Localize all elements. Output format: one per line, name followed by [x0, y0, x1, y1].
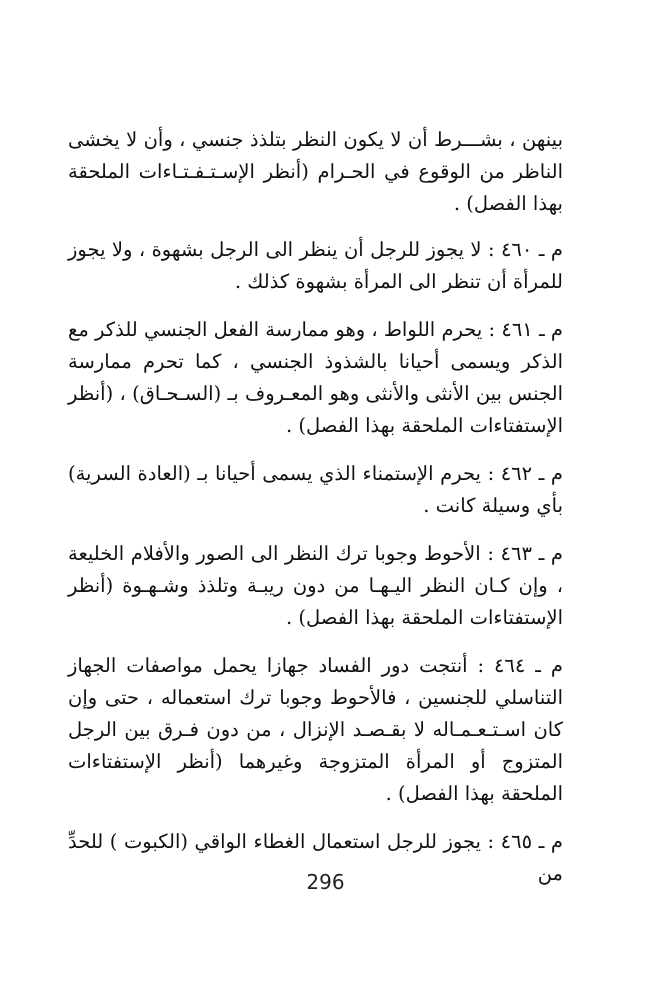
page-body: [68, 124, 563, 906]
ruling-460: [68, 234, 563, 298]
ruling-464: [68, 650, 563, 810]
ruling-text: يجوز للرجل استعمال الغطاء الواقي (الكبوت ) للحدِّ من: [68, 830, 563, 885]
ruling-number: م ـ ٤٦٢ :: [487, 462, 564, 485]
ruling-461: [68, 314, 563, 442]
ruling-number: م ـ ٤٦٥ :: [487, 830, 563, 853]
ruling-number: م ـ ٤٦١ :: [488, 318, 564, 341]
page-number: 296: [306, 870, 345, 894]
ruling-text: الأحوط وجوبا ترك النظر الى الصور والأفلام الخليعة ، وإن كـان النظر اليـهـا من دون ريبـة وتلذذ وشـهـوة (أنظر الإستفتاءات الملحقة بهذا الفصل) .: [68, 542, 563, 629]
ruling-number: م ـ ٤٦٣ :: [487, 542, 563, 565]
ruling-number: م ـ ٤٦٠ :: [487, 238, 563, 261]
intro-paragraph: بينهن ، بشـــرط أن لا يكون النظر بتلذذ جنسي ، وأن لا يخشى الناظر من الوقوع في الحـرام (أنظر الإسـتـفـتـاءات الملحقة بهذا الفصل) .: [68, 128, 563, 215]
ruling-number: م ـ ٤٦٤ :: [477, 654, 563, 677]
ruling-text: يحرم الإستمناء الذي يسمى أحيانا بـ (العادة السرية) بأي وسيلة كانت .: [68, 462, 563, 517]
ruling-text: يحرم اللواط ، وهو ممارسة الفعل الجنسي للذكر مع الذكر ويسمى أحيانا بالشذوذ الجنسي ، كما تحرم ممارسة الجنس بين الأنثى والأنثى وهو المعـروف بـ (السـحـاق) ، (أنظر الإستفتاءات الملحقة بهذا الفصل) .: [68, 318, 563, 437]
ruling-text: أنتجت دور الفساد جهازا يحمل مواصفات الجهاز التناسلي للجنسين ، فالأحوط وجوبا ترك استعماله ، حتى وإن كان اسـتـعـمـاله لا بقـصـد الإنزال ، من دون فـرق بين الرجل المتزوج أو المرأة المتزوجة وغيرهما (أنظر الإستفتاءات الملحقة بهذا الفصل) .: [68, 654, 563, 805]
ruling-463: [68, 538, 563, 634]
ruling-462: [68, 458, 563, 522]
ruling-text: لا يجوز للرجل أن ينظر الى الرجل بشهوة ، ولا يجوز للمرأة أن تنظر الى المرأة بشهوة كذلك .: [68, 238, 563, 293]
